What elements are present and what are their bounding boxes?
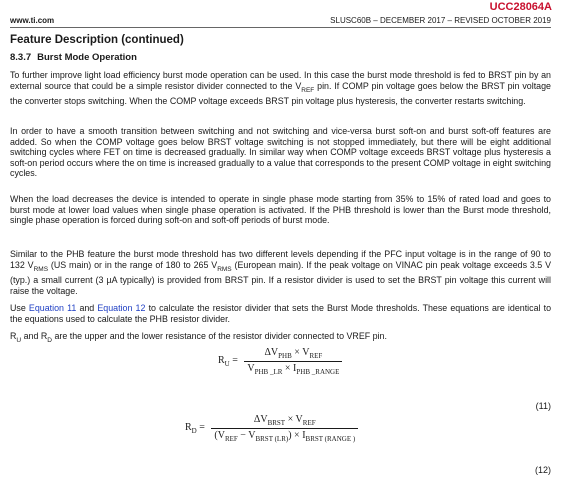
paragraph-6: $R_U$ and $R_D$ are the upper and the lower resistance of the resistor divider connected to VREF pin. (10, 331, 387, 344)
paragraph-5: Use Equation 11 and Equation 12 to calculate the resistor divider that sets the Burst Mode thresholds. These equations are identical to the equations used to calculate the PHB resistor divider. (10, 303, 552, 324)
equation-12-link[interactable]: Equation 12 (97, 303, 146, 313)
subsection-label: Burst Mode Operation (37, 52, 137, 63)
eq12-denominator: $(V_{REF} - V_{BRST (LR)}) \times I_{BRST (RANGE )}$ (211, 428, 358, 443)
equation-12-number: (12) (534, 465, 551, 475)
eq12-lhs: $R_D$ = (185, 422, 205, 435)
eq11-lhs: $R_U$ = (218, 355, 238, 368)
eq12-numerator: $\Delta V_{BRST} \times V_{REF}$ (253, 414, 316, 427)
paragraph-1: To further improve light load efficiency burst mode operation can be used. In this case the burst mode threshold is fed to BRST pin by an external source that could be a simple resistor divider connected to the $V_{REF}$ pin. If COMP pin voltage goes below the BRST pin voltage the converter stops switching. When the COMP voltage exceeds BRST pin voltage plus hysteresis, the converter restarts switching. (10, 70, 551, 106)
eq12-fraction (211, 414, 358, 443)
website-link[interactable]: www.ti.com (10, 16, 55, 25)
equation-11-link[interactable]: Equation 11 (28, 303, 77, 313)
equation-12 (185, 414, 358, 443)
eq11-denominator: $V_{PHB \_LR} \times I_{PHB \_RANGE}$ (244, 361, 342, 376)
paragraph-2: In order to have a smooth transition between switching and not switching and vice-versa burst soft-on and burst soft-off features are added. So when the COMP voltage goes below BRST voltage switching is not stopped immediately, but there will be eight additional switching cycles where FET on time is decreased gradually. In similar way when COMP voltage exceeds BRST voltage plus hysteresis a soft-on period occurs where the on time is increased gradually to a value that corresponds to the present COMP voltage in eight switching cycles. (10, 126, 551, 179)
subsection-title (10, 52, 137, 63)
paragraph-4: Similar to the PHB feature the burst mode threshold has two different levels depending if the PFC input voltage is in the range of 90 to 132 $V_{RMS}$ (US main) or in the range of 180 to 265 $V_{RMS}$ (European main). If the peak voltage on VINAC pin peak voltage exceeds 3.5 V (typ.) a small current (3 µA typically) is provided from BRST pin. If a resistor divider is used to set the BRST pin voltage this current will raise the voltage. (10, 249, 551, 296)
eq11-fraction (244, 347, 342, 376)
paragraph-3: When the load decreases the device is intended to operate in single phase mode starting from 35% to 15% of rated load and goes to burst mode at lower load values when single phase operation is activated. If the PHB threshold is lower than the Burst mode threshold, single phase operation is forced during soft-on and soft-off periods of burst mode. (10, 194, 551, 226)
section-title: Feature Description (continued) (10, 34, 184, 46)
page-header (10, 15, 551, 28)
equation-11 (218, 347, 342, 376)
document-id: SLUSC60B – DECEMBER 2017 – REVISED OCTOBER 2019 (330, 16, 551, 25)
subsection-number: 8.3.7 (10, 52, 32, 63)
equation-11-number: (11) (535, 401, 551, 411)
part-number: UCC28064A (489, 1, 552, 13)
cropped-top-edge (0, 0, 561, 4)
eq11-numerator: $\Delta V_{PHB} \times V_{REF}$ (264, 347, 323, 360)
